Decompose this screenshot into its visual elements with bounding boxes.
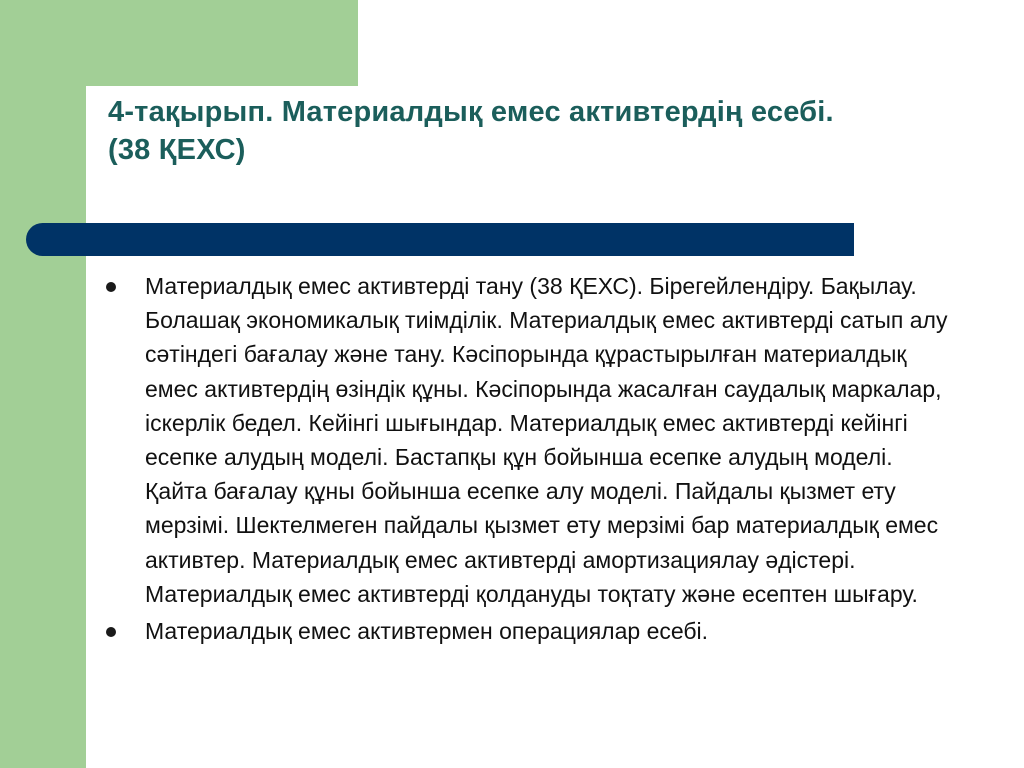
bullet-list <box>100 269 960 651</box>
title-line-1: 4-тақырып. Материалдық емес активтердің есебі. <box>108 96 834 128</box>
green-corner-block <box>0 0 358 86</box>
bullet-dot-icon <box>106 627 116 637</box>
green-side-strip <box>0 86 86 768</box>
title-divider-bar <box>26 223 854 256</box>
bullet-item-2 <box>100 614 960 648</box>
bullet-text: Материалдық емес активтермен операциялар есебі. <box>145 618 709 645</box>
bullet-text: Материалдық емес активтерді тану (38 ҚЕХС). Бірегейлендіру. Бақылау. Болашақ экономикалық тиімділік. Материалдық емес активтерді сатып алу сәтіндегі бағалау және тану. Кәсіпорында құрастырылған материалдық емес активтердің өзіндік құны. Кәсіпорында жасалған саудалық маркалар, іскерлік бедел. Кейінгі шығындар. Материалдық емес активтерді кейінгі есепке алудың моделі. Бастапқы құн бойынша есепке алудың моделі. Қайта бағалау құны бойынша есепке алу моделі. Пайдалы қызмет ету мерзімі. Шектелмеген пайдалы қызмет ету мерзімі бар материалдық емес активтер. Материалдық емес активтерді амортизациялау әдістері. Материалдық емес активтерді қолдануды тоқтату және есептен шығару. <box>145 273 948 607</box>
slide-title <box>108 93 988 169</box>
title-line-2: (38 ҚЕХС) <box>108 134 246 166</box>
bullet-dot-icon <box>106 282 116 292</box>
bullet-item-1 <box>100 269 960 611</box>
